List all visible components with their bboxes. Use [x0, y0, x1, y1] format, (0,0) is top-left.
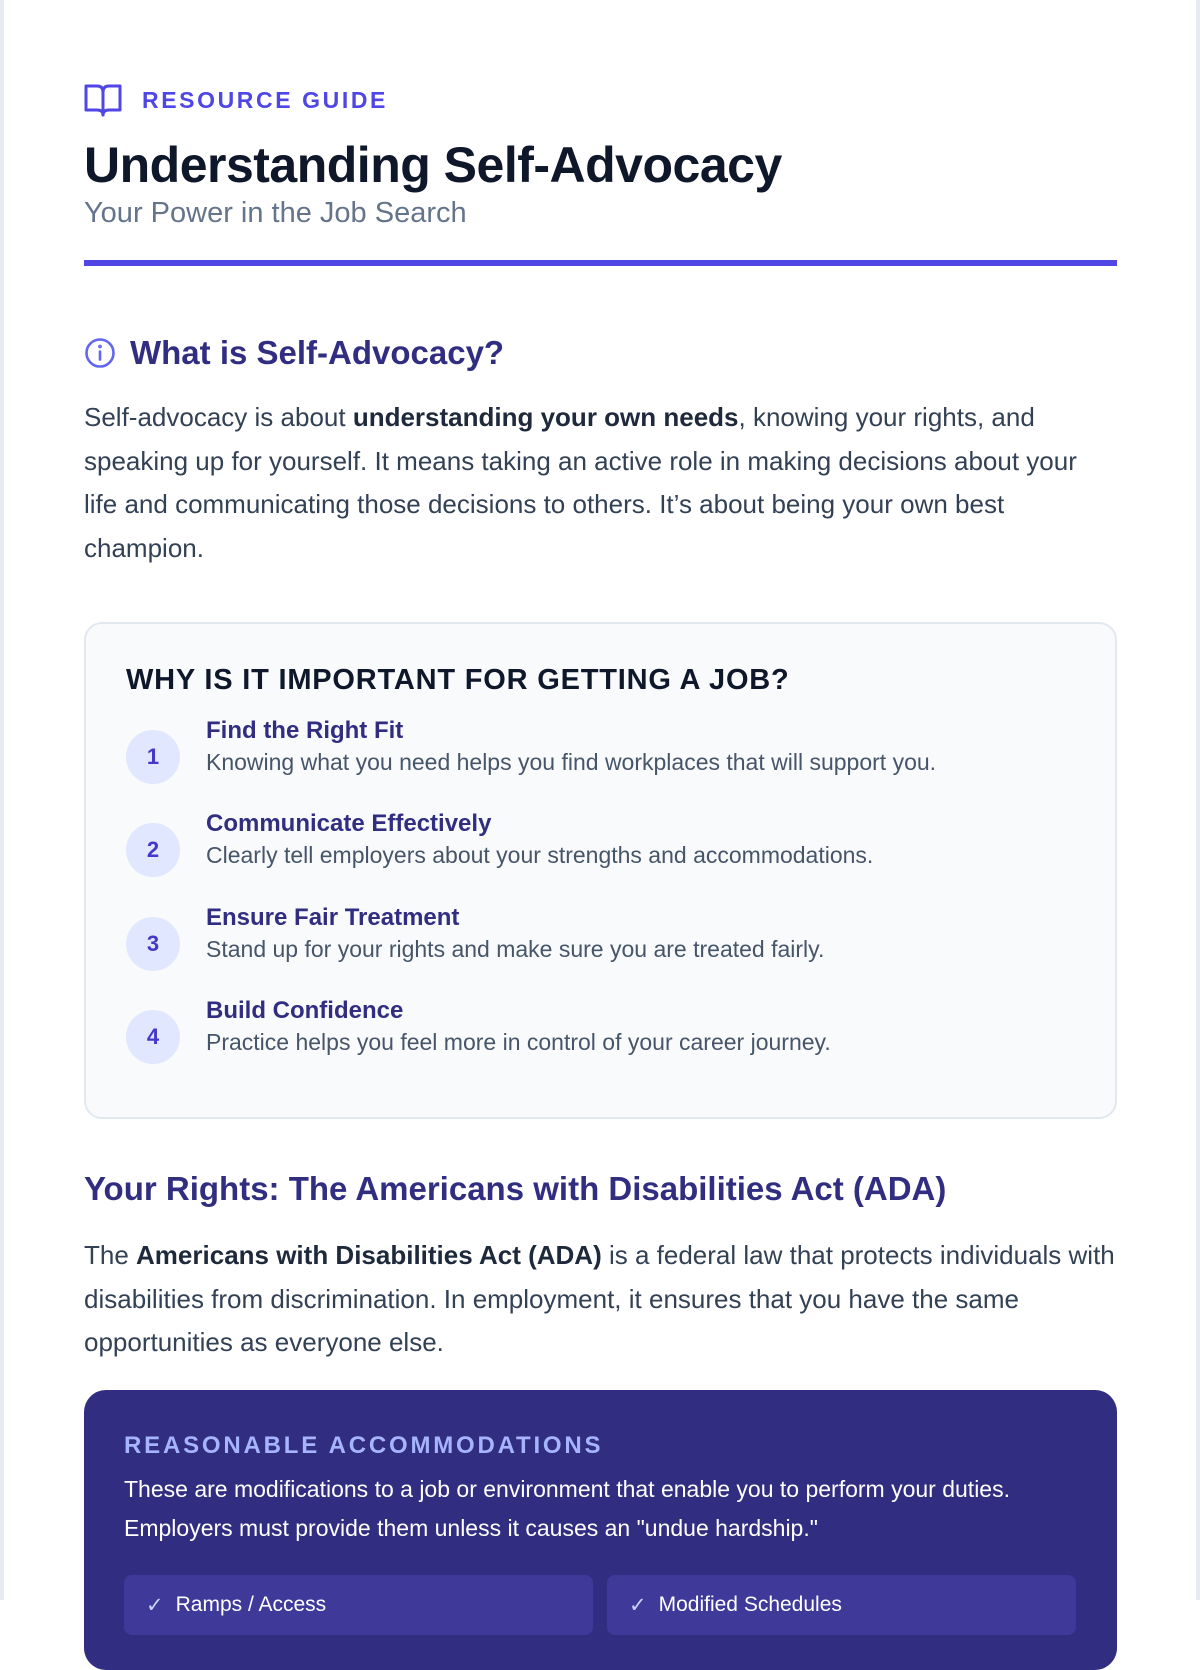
check-icon: ✓ — [146, 1593, 164, 1617]
accommodation-chip-label: Ramps / Access — [175, 1593, 327, 1616]
check-icon: ✓ — [629, 1593, 647, 1617]
list-item-title: Build Confidence — [206, 997, 404, 1024]
step-number-badge: 1 — [126, 730, 180, 784]
page-title: Understanding Self-Advocacy — [84, 137, 782, 193]
list-item-title: Find the Right Fit — [206, 717, 404, 744]
book-open-icon — [84, 83, 122, 117]
accommodation-chip — [124, 1575, 593, 1635]
list-item — [126, 810, 1066, 893]
step-number-badge: 3 — [126, 917, 180, 971]
eyebrow — [84, 82, 388, 118]
why-card-title: WHY IS IT IMPORTANT FOR GETTING A JOB? — [126, 664, 790, 696]
section-heading-what-is — [84, 334, 504, 372]
list-item — [126, 997, 1066, 1080]
list-item-description: Clearly tell employers about your strengths and accommodations. — [206, 842, 874, 868]
section-title-what-is: What is Self-Advocacy? — [130, 334, 505, 371]
eyebrow-label: RESOURCE GUIDE — [142, 86, 388, 113]
accommodation-chip-label: Modified Schedules — [658, 1593, 842, 1616]
accommodations-title: REASONABLE ACCOMMODATIONS — [124, 1432, 604, 1459]
accommodations-card — [84, 1390, 1117, 1670]
step-number-badge: 2 — [126, 823, 180, 877]
list-item — [126, 904, 1066, 987]
title-divider — [84, 260, 1117, 266]
what-is-paragraph: Self-advocacy is about understanding your own needs, knowing your rights, and speaking up for yourself. It means taking an active role in making decisions about your life and communicating those decisions to others. It’s about being your own best champion. — [84, 402, 1077, 563]
accommodations-description: These are modifications to a job or environment that enable you to perform your duties. Employers must provide them unless it causes an "undue hardship." — [124, 1476, 1010, 1541]
page-subtitle: Your Power in the Job Search — [84, 197, 467, 229]
list-item-description: Knowing what you need helps you find workplaces that will support you. — [206, 749, 937, 775]
list-item — [126, 717, 1066, 800]
rights-paragraph: The Americans with Disabilities Act (ADA) is a federal law that protects individuals with disabilities from discrimination. In employment, it ensures that you have the same opportunities as everyone else. — [84, 1240, 1115, 1357]
accommodation-chip-list — [124, 1575, 1090, 1635]
list-item-title: Communicate Effectively — [206, 810, 492, 837]
why-important-card — [84, 622, 1117, 1119]
list-item-title: Ensure Fair Treatment — [206, 904, 460, 931]
page-edge-left — [0, 0, 4, 1600]
list-item-description: Practice helps you feel more in control of your career journey. — [206, 1029, 831, 1055]
section-title-rights: Your Rights: The Americans with Disabilities Act (ADA) — [84, 1170, 947, 1207]
step-number-badge: 4 — [126, 1010, 180, 1064]
info-circle-icon — [84, 337, 116, 369]
page-edge-right — [1196, 0, 1200, 1600]
list-item-description: Stand up for your rights and make sure you are treated fairly. — [206, 936, 825, 962]
emphasis-text: Americans with Disabilities Act (ADA) — [136, 1240, 602, 1270]
emphasis-text: understanding your own needs — [352, 402, 739, 432]
accommodation-chip — [607, 1575, 1076, 1635]
